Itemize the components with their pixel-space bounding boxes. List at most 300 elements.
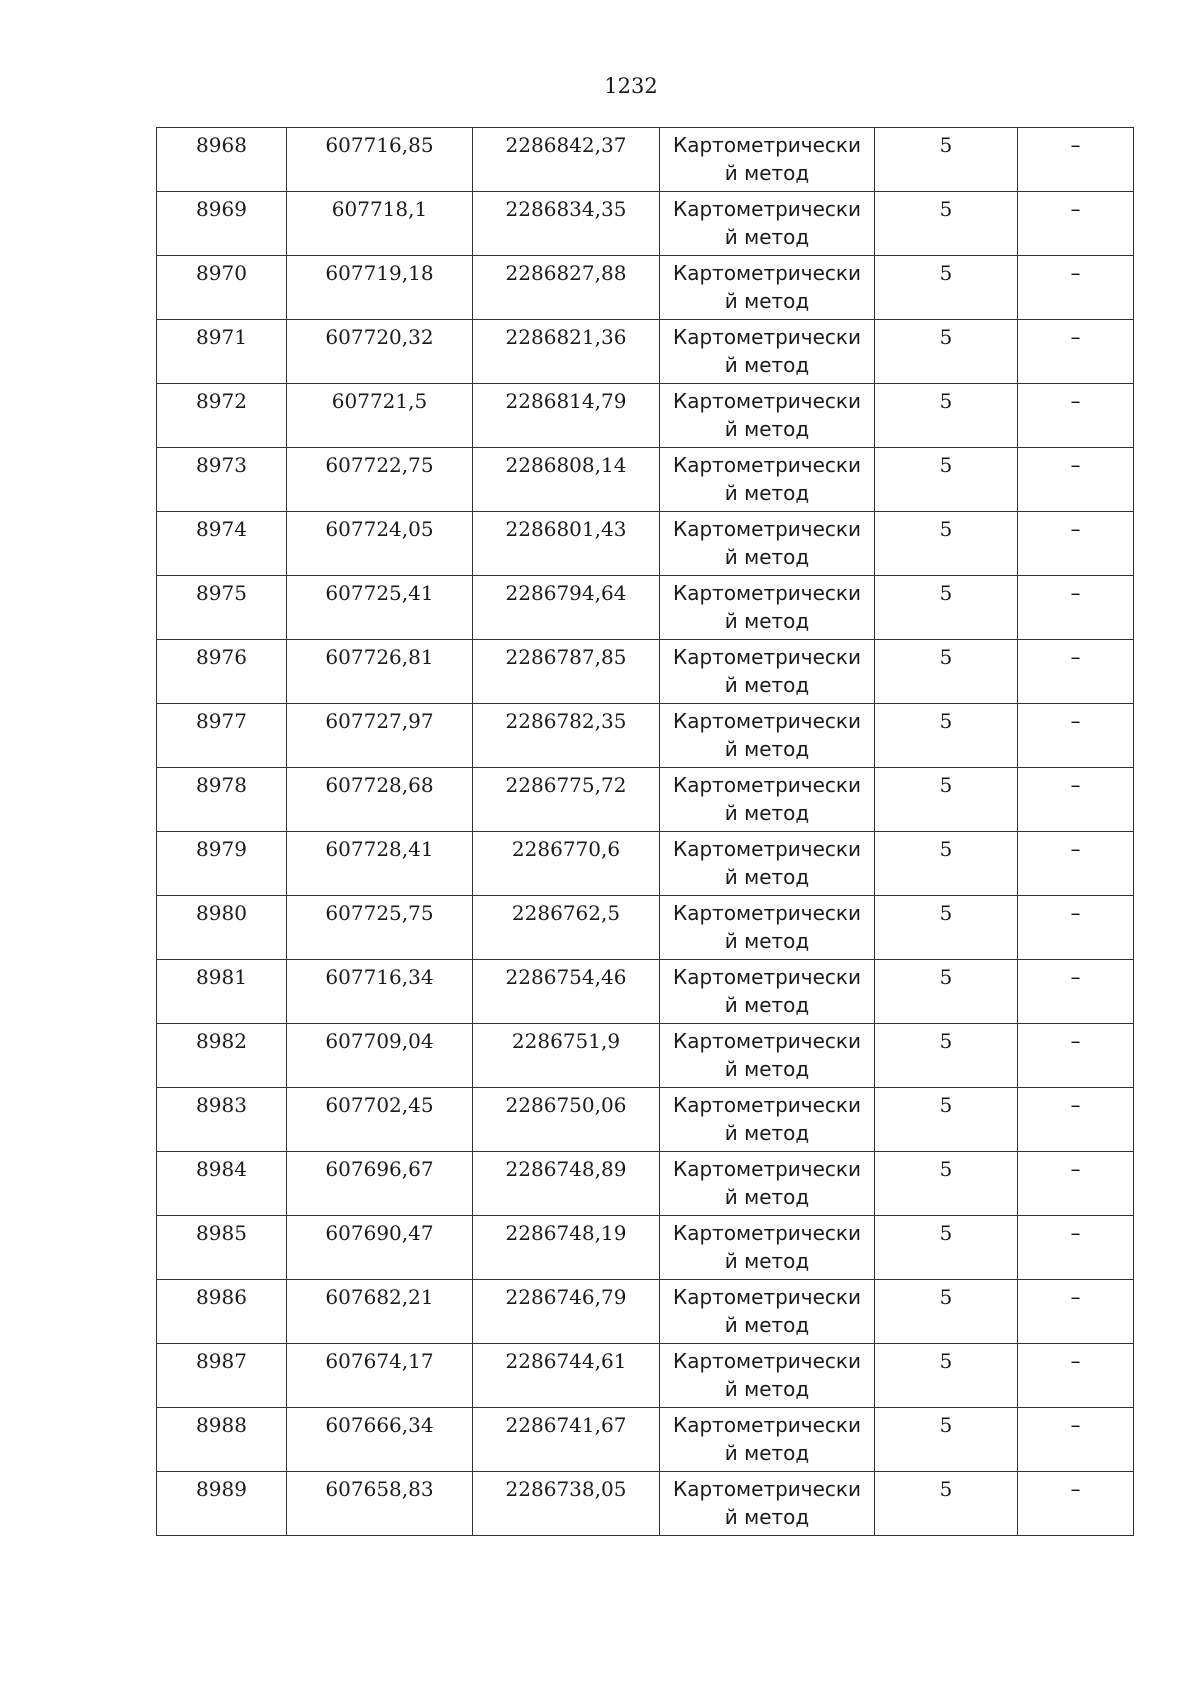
point-number-cell-text: 8980 (196, 901, 247, 925)
method-cell (660, 320, 875, 384)
description-cell (1018, 448, 1134, 512)
method-text (660, 320, 874, 379)
method-text (660, 1472, 874, 1531)
method-line-2: й метод (724, 865, 810, 889)
accuracy-cell (875, 128, 1018, 192)
method-cell (660, 1216, 875, 1280)
point-number-cell-text: 8978 (196, 773, 247, 797)
point-number-cell (157, 256, 287, 320)
method-line-1: Картометрически (673, 773, 861, 797)
point-number-cell-text: 8983 (196, 1093, 247, 1117)
method-line-1: Картометрически (673, 1093, 861, 1117)
y-coordinate-cell (473, 1408, 660, 1472)
method-cell (660, 1472, 875, 1536)
point-number-cell (157, 1152, 287, 1216)
table-row (157, 256, 1134, 320)
description-cell-text: – (1070, 773, 1081, 797)
x-coordinate-cell (287, 1408, 473, 1472)
accuracy-cell-text: 5 (939, 453, 953, 477)
accuracy-cell-text: 5 (939, 133, 953, 157)
point-number-cell (157, 448, 287, 512)
method-line-2: й метод (724, 545, 810, 569)
method-line-1: Картометрически (673, 517, 861, 541)
method-cell (660, 448, 875, 512)
x-coordinate-cell-text: 607716,85 (325, 133, 434, 157)
x-coordinate-cell (287, 1024, 473, 1088)
accuracy-cell-text: 5 (939, 517, 953, 541)
point-number-cell (157, 1408, 287, 1472)
method-text (660, 704, 874, 763)
method-line-2: й метод (724, 1505, 810, 1529)
y-coordinate-cell-text: 2286814,79 (505, 389, 627, 413)
y-coordinate-cell (473, 768, 660, 832)
table-row (157, 448, 1134, 512)
description-cell-text: – (1070, 645, 1081, 669)
point-number-cell (157, 1216, 287, 1280)
table-row (157, 704, 1134, 768)
method-text (660, 512, 874, 571)
accuracy-cell-text: 5 (939, 773, 953, 797)
method-line-2: й метод (724, 1249, 810, 1273)
method-text (660, 384, 874, 443)
description-cell-text: – (1070, 1349, 1081, 1373)
accuracy-cell-text: 5 (939, 325, 953, 349)
method-line-2: й метод (724, 161, 810, 185)
point-number-cell-text: 8969 (196, 197, 247, 221)
method-line-2: й метод (724, 1121, 810, 1145)
x-coordinate-cell (287, 896, 473, 960)
description-cell (1018, 1344, 1134, 1408)
point-number-cell-text: 8971 (196, 325, 247, 349)
method-text (660, 640, 874, 699)
y-coordinate-cell (473, 1216, 660, 1280)
method-line-1: Картометрически (673, 325, 861, 349)
table-row (157, 1152, 1134, 1216)
y-coordinate-cell (473, 1472, 660, 1536)
point-number-cell (157, 1280, 287, 1344)
y-coordinate-cell-text: 2286744,61 (505, 1349, 627, 1373)
x-coordinate-cell-text: 607719,18 (325, 261, 434, 285)
accuracy-cell-text: 5 (939, 389, 953, 413)
method-text (660, 960, 874, 1019)
table-body (157, 128, 1134, 1536)
accuracy-cell (875, 1152, 1018, 1216)
description-cell-text: – (1070, 1157, 1081, 1181)
accuracy-cell-text: 5 (939, 1477, 953, 1501)
method-text (660, 448, 874, 507)
method-cell (660, 1408, 875, 1472)
x-coordinate-cell (287, 704, 473, 768)
point-number-cell-text: 8987 (196, 1349, 247, 1373)
method-line-2: й метод (724, 609, 810, 633)
y-coordinate-cell-text: 2286842,37 (505, 133, 627, 157)
y-coordinate-cell (473, 896, 660, 960)
x-coordinate-cell-text: 607721,5 (331, 389, 428, 413)
description-cell-text: – (1070, 133, 1081, 157)
table-row (157, 1344, 1134, 1408)
method-line-1: Картометрически (673, 133, 861, 157)
x-coordinate-cell-text: 607727,97 (325, 709, 434, 733)
table-row (157, 960, 1134, 1024)
accuracy-cell-text: 5 (939, 965, 953, 989)
point-number-cell-text: 8986 (196, 1285, 247, 1309)
description-cell (1018, 1088, 1134, 1152)
point-number-cell (157, 1472, 287, 1536)
y-coordinate-cell (473, 1088, 660, 1152)
method-cell (660, 960, 875, 1024)
description-cell-text: – (1070, 709, 1081, 733)
x-coordinate-cell (287, 960, 473, 1024)
method-cell (660, 192, 875, 256)
description-cell (1018, 960, 1134, 1024)
page-number: 1232 (604, 74, 658, 98)
y-coordinate-cell-text: 2286821,36 (505, 325, 627, 349)
y-coordinate-cell-text: 2286750,06 (505, 1093, 627, 1117)
method-line-2: й метод (724, 225, 810, 249)
accuracy-cell (875, 1344, 1018, 1408)
method-line-1: Картометрически (673, 389, 861, 413)
point-number-cell (157, 768, 287, 832)
point-number-cell (157, 832, 287, 896)
point-number-cell (157, 192, 287, 256)
method-line-1: Картометрически (673, 837, 861, 861)
accuracy-cell (875, 960, 1018, 1024)
method-line-2: й метод (724, 737, 810, 761)
method-cell (660, 128, 875, 192)
accuracy-cell (875, 448, 1018, 512)
point-number-cell-text: 8968 (196, 133, 247, 157)
description-cell-text: – (1070, 837, 1081, 861)
point-number-cell-text: 8985 (196, 1221, 247, 1245)
y-coordinate-cell-text: 2286738,05 (505, 1477, 627, 1501)
method-line-1: Картометрически (673, 645, 861, 669)
table-row (157, 640, 1134, 704)
description-cell (1018, 896, 1134, 960)
y-coordinate-cell (473, 128, 660, 192)
accuracy-cell (875, 1472, 1018, 1536)
method-line-1: Картометрически (673, 1477, 861, 1501)
accuracy-cell-text: 5 (939, 837, 953, 861)
method-cell (660, 1280, 875, 1344)
point-number-cell-text: 8974 (196, 517, 247, 541)
y-coordinate-cell-text: 2286751,9 (511, 1029, 621, 1053)
method-cell (660, 768, 875, 832)
table-row (157, 576, 1134, 640)
method-line-1: Картометрически (673, 1413, 861, 1437)
x-coordinate-cell (287, 832, 473, 896)
accuracy-cell-text: 5 (939, 581, 953, 605)
description-cell-text: – (1070, 1413, 1081, 1437)
accuracy-cell-text: 5 (939, 1029, 953, 1053)
table-row (157, 512, 1134, 576)
description-cell-text: – (1070, 325, 1081, 349)
accuracy-cell (875, 1216, 1018, 1280)
y-coordinate-cell (473, 832, 660, 896)
x-coordinate-cell-text: 607718,1 (331, 197, 428, 221)
y-coordinate-cell-text: 2286748,19 (505, 1221, 627, 1245)
y-coordinate-cell-text: 2286748,89 (505, 1157, 627, 1181)
point-number-cell (157, 384, 287, 448)
method-text (660, 1216, 874, 1275)
y-coordinate-cell-text: 2286801,43 (505, 517, 627, 541)
x-coordinate-cell (287, 384, 473, 448)
point-number-cell (157, 320, 287, 384)
accuracy-cell-text: 5 (939, 1349, 953, 1373)
x-coordinate-cell (287, 640, 473, 704)
method-cell (660, 704, 875, 768)
method-cell (660, 832, 875, 896)
table-row (157, 1472, 1134, 1536)
x-coordinate-cell (287, 1152, 473, 1216)
y-coordinate-cell (473, 1024, 660, 1088)
table-row (157, 1216, 1134, 1280)
method-line-1: Картометрически (673, 453, 861, 477)
method-line-1: Картометрически (673, 1157, 861, 1181)
x-coordinate-cell (287, 256, 473, 320)
accuracy-cell-text: 5 (939, 1221, 953, 1245)
description-cell-text: – (1070, 1285, 1081, 1309)
accuracy-cell (875, 1088, 1018, 1152)
method-line-2: й метод (724, 929, 810, 953)
table-row (157, 1280, 1134, 1344)
y-coordinate-cell-text: 2286827,88 (505, 261, 627, 285)
point-number-cell-text: 8989 (196, 1477, 247, 1501)
method-text (660, 576, 874, 635)
accuracy-cell-text: 5 (939, 709, 953, 733)
method-text (660, 256, 874, 315)
table-row (157, 320, 1134, 384)
y-coordinate-cell-text: 2286746,79 (505, 1285, 627, 1309)
x-coordinate-cell-text: 607716,34 (325, 965, 434, 989)
y-coordinate-cell (473, 576, 660, 640)
y-coordinate-cell (473, 1152, 660, 1216)
point-number-cell-text: 8979 (196, 837, 247, 861)
accuracy-cell-text: 5 (939, 1413, 953, 1437)
method-line-2: й метод (724, 673, 810, 697)
y-coordinate-cell (473, 1280, 660, 1344)
y-coordinate-cell (473, 1344, 660, 1408)
point-number-cell (157, 512, 287, 576)
point-number-cell-text: 8975 (196, 581, 247, 605)
description-cell (1018, 1216, 1134, 1280)
x-coordinate-cell-text: 607702,45 (325, 1093, 434, 1117)
point-number-cell (157, 1344, 287, 1408)
table-row (157, 1408, 1134, 1472)
method-line-1: Картометрически (673, 965, 861, 989)
y-coordinate-cell-text: 2286762,5 (511, 901, 621, 925)
y-coordinate-cell (473, 320, 660, 384)
x-coordinate-cell-text: 607696,67 (325, 1157, 434, 1181)
method-text (660, 192, 874, 251)
point-number-cell-text: 8982 (196, 1029, 247, 1053)
x-coordinate-cell-text: 607725,41 (325, 581, 434, 605)
accuracy-cell (875, 1024, 1018, 1088)
accuracy-cell (875, 192, 1018, 256)
accuracy-cell (875, 256, 1018, 320)
y-coordinate-cell-text: 2286794,64 (505, 581, 627, 605)
method-line-1: Картометрически (673, 901, 861, 925)
method-line-1: Картометрически (673, 197, 861, 221)
y-coordinate-cell (473, 448, 660, 512)
y-coordinate-cell-text: 2286808,14 (505, 453, 627, 477)
method-line-2: й метод (724, 1377, 810, 1401)
method-line-2: й метод (724, 481, 810, 505)
point-number-cell (157, 640, 287, 704)
accuracy-cell-text: 5 (939, 1093, 953, 1117)
y-coordinate-cell-text: 2286787,85 (505, 645, 627, 669)
accuracy-cell (875, 384, 1018, 448)
accuracy-cell (875, 768, 1018, 832)
description-cell (1018, 704, 1134, 768)
accuracy-cell-text: 5 (939, 261, 953, 285)
method-line-2: й метод (724, 289, 810, 313)
accuracy-cell-text: 5 (939, 1157, 953, 1181)
y-coordinate-cell (473, 704, 660, 768)
method-cell (660, 640, 875, 704)
method-text (660, 1024, 874, 1083)
y-coordinate-cell (473, 192, 660, 256)
description-cell-text: – (1070, 1029, 1081, 1053)
y-coordinate-cell (473, 960, 660, 1024)
method-cell (660, 1344, 875, 1408)
method-line-2: й метод (724, 417, 810, 441)
description-cell (1018, 320, 1134, 384)
description-cell-text: – (1070, 901, 1081, 925)
y-coordinate-cell-text: 2286782,35 (505, 709, 627, 733)
y-coordinate-cell (473, 640, 660, 704)
description-cell-text: – (1070, 1221, 1081, 1245)
method-line-2: й метод (724, 1441, 810, 1465)
x-coordinate-cell-text: 607674,17 (325, 1349, 434, 1373)
method-cell (660, 896, 875, 960)
description-cell (1018, 832, 1134, 896)
method-line-2: й метод (724, 993, 810, 1017)
description-cell (1018, 128, 1134, 192)
point-number-cell-text: 8977 (196, 709, 247, 733)
x-coordinate-cell-text: 607682,21 (325, 1285, 434, 1309)
x-coordinate-cell-text: 607724,05 (325, 517, 434, 541)
y-coordinate-cell (473, 512, 660, 576)
method-line-2: й метод (724, 1185, 810, 1209)
accuracy-cell (875, 320, 1018, 384)
x-coordinate-cell (287, 768, 473, 832)
accuracy-cell (875, 1280, 1018, 1344)
method-text (660, 896, 874, 955)
method-text (660, 1152, 874, 1211)
x-coordinate-cell-text: 607722,75 (325, 453, 434, 477)
method-line-1: Картометрически (673, 1349, 861, 1373)
x-coordinate-cell (287, 1344, 473, 1408)
description-cell (1018, 512, 1134, 576)
x-coordinate-cell (287, 1280, 473, 1344)
method-text (660, 128, 874, 187)
x-coordinate-cell (287, 1216, 473, 1280)
x-coordinate-cell-text: 607726,81 (325, 645, 434, 669)
method-text (660, 1408, 874, 1467)
description-cell-text: – (1070, 965, 1081, 989)
accuracy-cell (875, 512, 1018, 576)
x-coordinate-cell-text: 607728,41 (325, 837, 434, 861)
table-row (157, 768, 1134, 832)
description-cell-text: – (1070, 581, 1081, 605)
description-cell (1018, 768, 1134, 832)
point-number-cell-text: 8984 (196, 1157, 247, 1181)
y-coordinate-cell-text: 2286834,35 (505, 197, 627, 221)
table-row (157, 192, 1134, 256)
accuracy-cell-text: 5 (939, 901, 953, 925)
accuracy-cell (875, 1408, 1018, 1472)
method-cell (660, 1088, 875, 1152)
accuracy-cell-text: 5 (939, 645, 953, 669)
accuracy-cell (875, 576, 1018, 640)
description-cell (1018, 192, 1134, 256)
table-row (157, 832, 1134, 896)
x-coordinate-cell-text: 607690,47 (325, 1221, 434, 1245)
x-coordinate-cell-text: 607720,32 (325, 325, 434, 349)
point-number-cell-text: 8981 (196, 965, 247, 989)
coordinates-table (156, 127, 1134, 1536)
accuracy-cell-text: 5 (939, 197, 953, 221)
description-cell (1018, 1280, 1134, 1344)
description-cell (1018, 1408, 1134, 1472)
x-coordinate-cell (287, 128, 473, 192)
description-cell (1018, 576, 1134, 640)
x-coordinate-cell-text: 607728,68 (325, 773, 434, 797)
method-line-2: й метод (724, 1313, 810, 1337)
method-cell (660, 512, 875, 576)
x-coordinate-cell-text: 607666,34 (325, 1413, 434, 1437)
method-line-2: й метод (724, 1057, 810, 1081)
point-number-cell (157, 1088, 287, 1152)
table-row (157, 1088, 1134, 1152)
accuracy-cell-text: 5 (939, 1285, 953, 1309)
method-line-1: Картометрически (673, 261, 861, 285)
description-cell-text: – (1070, 517, 1081, 541)
point-number-cell-text: 8976 (196, 645, 247, 669)
method-line-1: Картометрически (673, 709, 861, 733)
description-cell (1018, 1024, 1134, 1088)
x-coordinate-cell (287, 448, 473, 512)
table-row (157, 384, 1134, 448)
description-cell (1018, 384, 1134, 448)
method-line-1: Картометрически (673, 1285, 861, 1309)
description-cell-text: – (1070, 261, 1081, 285)
method-cell (660, 576, 875, 640)
table-row (157, 1024, 1134, 1088)
method-text (660, 1280, 874, 1339)
method-line-2: й метод (724, 801, 810, 825)
x-coordinate-cell (287, 576, 473, 640)
method-text (660, 1344, 874, 1403)
y-coordinate-cell-text: 2286770,6 (511, 837, 621, 861)
y-coordinate-cell-text: 2286775,72 (505, 773, 627, 797)
point-number-cell (157, 704, 287, 768)
point-number-cell-text: 8988 (196, 1413, 247, 1437)
method-line-2: й метод (724, 353, 810, 377)
point-number-cell-text: 8972 (196, 389, 247, 413)
point-number-cell (157, 1024, 287, 1088)
method-cell (660, 1152, 875, 1216)
x-coordinate-cell-text: 607709,04 (325, 1029, 434, 1053)
method-text (660, 768, 874, 827)
x-coordinate-cell-text: 607725,75 (325, 901, 434, 925)
method-text (660, 1088, 874, 1147)
accuracy-cell (875, 640, 1018, 704)
point-number-cell (157, 896, 287, 960)
point-number-cell-text: 8970 (196, 261, 247, 285)
point-number-cell (157, 128, 287, 192)
x-coordinate-cell (287, 192, 473, 256)
